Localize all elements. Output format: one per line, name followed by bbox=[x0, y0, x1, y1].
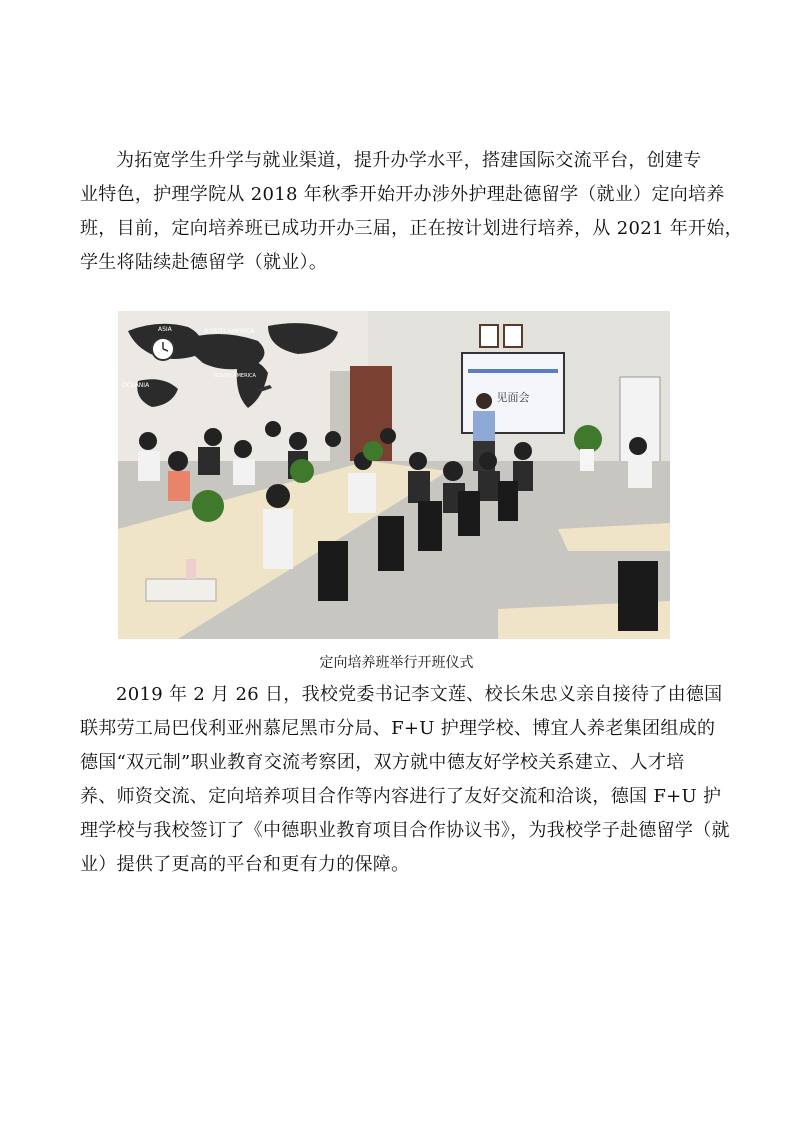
paragraph-line: 养、师资交流、定向培养项目合作等内容进行了友好交流和洽谈，德国 F+U 护 bbox=[80, 786, 722, 807]
photo-caption: 定向培养班举行开班仪式 bbox=[319, 655, 474, 671]
paragraph-line: 学生将陆续赴德留学（就业）。 bbox=[80, 252, 328, 273]
map-label-oceania: OCEANIA bbox=[122, 382, 150, 389]
paragraph-line: 德国“双元制”职业教育交流考察团，双方就中德友好学校关系建立、人才培 bbox=[80, 752, 685, 773]
screen-text: 见面会 bbox=[496, 391, 530, 404]
paragraph-line: 班，目前，定向培养班已成功开办三届，正在按计划进行培养，从 2021 年开始， bbox=[80, 218, 743, 239]
visit-paragraph bbox=[80, 678, 730, 882]
map-label-asia: ASIA bbox=[158, 326, 172, 333]
paragraph-line: 联邦劳工局巴伐利亚州慕尼黑市分局、F+U 护理学校、博宜人养老集团组成的 bbox=[80, 718, 716, 739]
map-label-south-america: SOUTH AMERICA bbox=[214, 373, 256, 379]
paragraph-line: 为拓宽学生升学与就业渠道，提升办学水平，搭建国际交流平台，创建专 bbox=[116, 150, 702, 171]
paragraph-line: 业）提供了更高的平台和更有力的保障。 bbox=[80, 854, 410, 875]
paragraph-line: 理学校与我校签订了《中德职业教育项目合作协议书》，为我校学子赴德留学（就 bbox=[80, 820, 730, 841]
map-label-north-america: NORTH AMERICA bbox=[204, 328, 255, 335]
classroom-photo bbox=[118, 311, 670, 639]
paragraph-line: 2019 年 2 月 26 日，我校党委书记李文莲、校长朱忠义亲自接待了由德国 bbox=[116, 684, 723, 705]
intro-paragraph bbox=[80, 144, 743, 280]
paragraph-line: 业特色，护理学院从 2018 年秋季开始开办涉外护理赴德留学（就业）定向培养 bbox=[80, 184, 725, 205]
